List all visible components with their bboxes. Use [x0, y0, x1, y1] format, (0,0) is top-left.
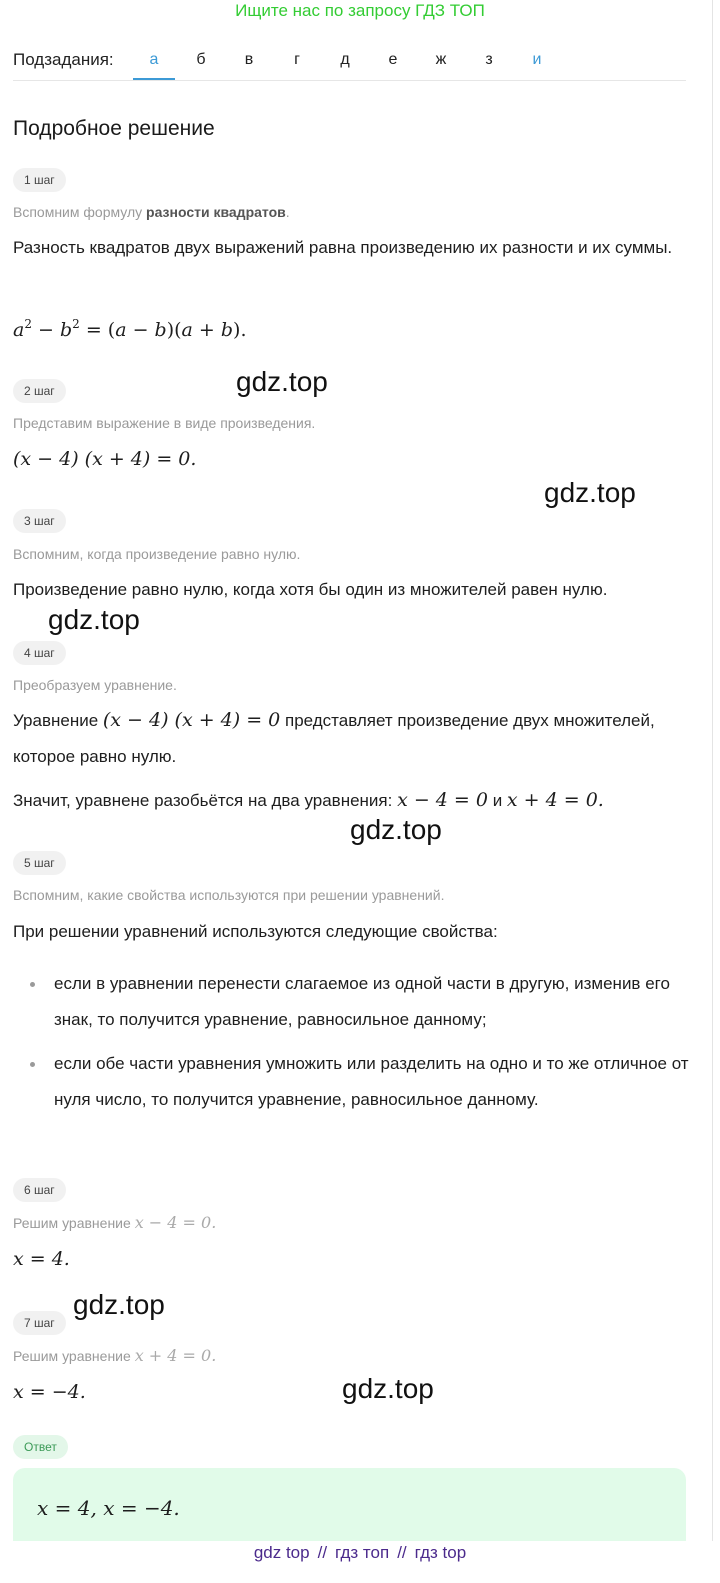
page-divider	[712, 0, 713, 1545]
tab-subtask-z[interactable]: з	[485, 51, 493, 68]
list-item: если в уравнении перенести слагаемое из одной части в другую, изменив его знак, то получится уравнение, равносильное данному;	[13, 966, 693, 1038]
step-7-formula: x = −4.	[13, 1381, 86, 1403]
tab-subtask-i[interactable]: и	[532, 51, 542, 68]
step-5-badge: 5 шаг	[13, 851, 66, 875]
step-6-formula: x = 4.	[13, 1248, 70, 1270]
tab-subtask-zh[interactable]: ж	[435, 51, 447, 68]
step-3-hint: Вспомним, когда произведение равно нулю.	[13, 546, 301, 562]
tab-subtask-e[interactable]: е	[388, 51, 398, 68]
step-1-text: Разность квадратов двух выражений равна произведению их разности и их суммы.	[13, 238, 673, 257]
subtasks-label: Подзадания:	[13, 50, 114, 69]
bullet-dot-icon	[30, 1062, 35, 1067]
step-1-hint: Вспомним формулу разности квадратов.	[13, 204, 290, 220]
step-6-badge: 6 шаг	[13, 1178, 66, 1202]
step-5-hint: Вспомним, какие свойства используются при решении уравнений.	[13, 887, 445, 903]
footer-separator: //	[317, 1543, 328, 1562]
step-2-formula: (x − 4) (x + 4) = 0.	[13, 448, 197, 470]
watermark: gdz.top	[73, 1289, 165, 1320]
tab-subtask-g[interactable]: г	[294, 51, 300, 68]
footer-link-gdz-top[interactable]: gdz top	[253, 1543, 310, 1562]
footer-separator: //	[397, 1543, 407, 1562]
tab-subtask-v[interactable]: в	[244, 51, 254, 68]
tab-subtask-b[interactable]: б	[196, 51, 206, 68]
watermark: gdz.top	[544, 477, 636, 508]
answer-formula: x = 4, x = −4.	[37, 1496, 180, 1520]
tab-subtask-a[interactable]: а	[133, 40, 175, 80]
step-4-text-1: Уравнение (x − 4) (x + 4) = 0 представляет произведение двух множителей, которое равно нулю.	[13, 709, 655, 766]
step-3-badge: 3 шаг	[13, 509, 66, 533]
step-4-text-2: Значит, уравнене разобьётся на два уравнения: x − 4 = 0 и x + 4 = 0.	[13, 789, 604, 811]
watermark: gdz.top	[236, 366, 328, 397]
page-title: Подробное решение	[13, 117, 215, 140]
tab-subtask-d[interactable]: д	[340, 51, 350, 68]
subtasks-bar	[13, 40, 686, 81]
search-banner: Ищите нас по запросу ГДЗ ТОП	[235, 1, 485, 20]
list-item: если обе части уравнения умножить или разделить на одно и то же отличное от нуля число, то получится уравнение, равносильное данному.	[13, 1046, 693, 1118]
step-4-hint: Преобразуем уравнение.	[13, 677, 177, 693]
properties-list	[13, 966, 693, 1126]
step-2-badge: 2 шаг	[13, 379, 66, 403]
answer-badge: Ответ	[13, 1435, 68, 1459]
footer-links	[0, 1541, 720, 1583]
step-3-text: Произведение равно нулю, когда хотя бы один из множителей равен нулю.	[13, 580, 608, 599]
bullet-dot-icon	[30, 982, 35, 987]
step-1-badge: 1 шаг	[13, 168, 66, 192]
step-6-hint: Решим уравнение x − 4 = 0.	[13, 1213, 217, 1232]
step-1-formula: $a^2 - b^2 = (a - b)(a + b)$.	[13, 317, 247, 341]
footer-link-gdz-top-ru[interactable]: гдз топ	[335, 1543, 390, 1562]
step-7-badge: 7 шаг	[13, 1311, 66, 1335]
footer-link-gdz-top-mixed[interactable]: гдз top	[414, 1543, 467, 1562]
step-7-hint: Решим уравнение x + 4 = 0.	[13, 1346, 217, 1365]
watermark: gdz.top	[342, 1373, 434, 1404]
watermark: gdz.top	[48, 604, 140, 635]
step-5-text: При решении уравнений используются следующие свойства:	[13, 922, 498, 941]
step-2-hint: Представим выражение в виде произведения.	[13, 415, 316, 431]
step-4-badge: 4 шаг	[13, 641, 66, 665]
watermark: gdz.top	[350, 814, 442, 845]
